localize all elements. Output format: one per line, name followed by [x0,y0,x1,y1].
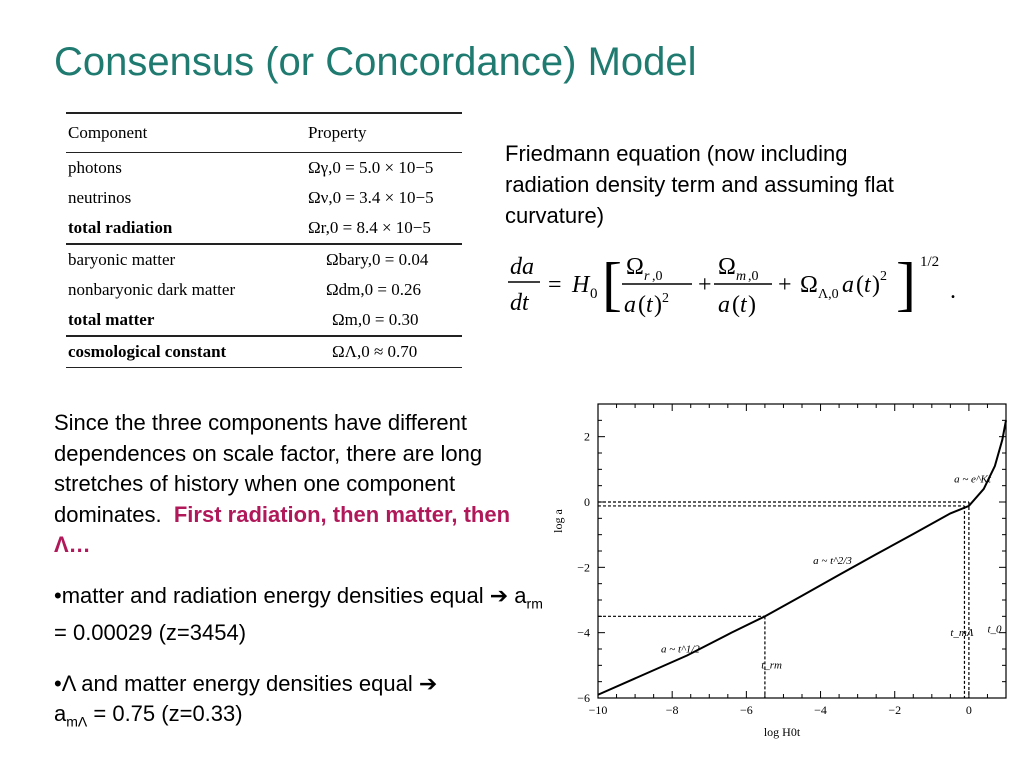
row-component: nonbaryonic dark matter [68,280,236,299]
table-row [66,337,462,367]
row-component: photons [68,158,122,177]
curve-annotation: t_rm [761,659,782,672]
row-component: total matter [68,310,155,329]
paragraph-matter-radiation [54,581,544,649]
svg-text:): ) [872,272,880,298]
svg-text:): ) [748,292,756,318]
row-component: neutrinos [68,188,132,207]
row-component: baryonic matter [68,250,176,269]
components-table [66,112,462,368]
lambda-matter-sub: mΛ [66,713,88,730]
dominance-emphasis: First radiation, then matter, then Λ… [54,501,511,557]
svg-text:+: + [778,272,792,298]
matter-radiation-value: = 0.00029 (z=3454) [54,620,247,646]
row-component: cosmological constant [68,342,227,361]
arrow-right-icon: ➔ [489,582,509,608]
matter-radiation-text: •matter and radiation energy densities equal [54,582,490,608]
svg-text:0: 0 [590,286,598,302]
svg-text:(: ( [638,292,646,318]
svg-text:dt: dt [510,290,529,316]
svg-text:r: r [644,269,650,284]
lambda-matter-text: •Λ and matter energy densities equal [54,670,419,696]
row-component: total radiation [68,218,173,237]
scale-factor-curve [598,420,1006,694]
table-row [66,245,462,275]
svg-text:Ω: Ω [800,272,818,298]
header-property: Property [308,123,367,142]
table-row [66,275,462,305]
svg-text:a: a [718,292,730,318]
svg-text:a: a [624,292,636,318]
svg-text:Ω: Ω [626,254,644,280]
svg-text:]: ] [896,251,916,317]
svg-text:Λ,0: Λ,0 [818,287,839,302]
plot-svg [548,398,1008,748]
svg-text:+: + [698,272,712,298]
x-tick-label: 0 [965,703,972,717]
table-row [66,153,462,183]
row-property: Ωr,0 = 8.4 × 10−5 [308,218,431,237]
y-tick-label: 2 [584,429,590,444]
svg-text:1/2: 1/2 [920,254,940,270]
table-row [66,305,462,335]
row-property: Ωγ,0 = 5.0 × 10−5 [308,158,434,177]
x-tick-label: −4 [814,703,827,717]
slide-title: Consensus (or Concordance) Model [54,40,697,84]
curve-annotation: a ~ t^1/2 [661,643,700,656]
svg-text:[: [ [602,251,622,317]
table-header-row [66,114,462,152]
friedmann-equation-graphic [506,248,966,328]
svg-text:.: . [950,278,956,304]
x-tick-label: −2 [888,703,902,717]
svg-text:=: = [548,272,562,298]
y-tick-label: −4 [577,625,590,640]
svg-text:m: m [736,269,747,284]
matter-radiation-var: a [508,582,527,608]
row-property: Ωm,0 = 0.30 [332,310,419,329]
svg-text:a: a [842,272,854,298]
svg-text:,0: ,0 [748,269,759,284]
friedmann-description: Friedmann equation (now including radiation density term and assuming flat curvature) [505,141,894,228]
curve-annotation: a ~ e^Kt [954,473,991,486]
y-tick-label: 0 [584,495,590,509]
y-axis-label: log a [551,509,565,533]
row-property: ΩΛ,0 ≈ 0.70 [332,342,418,361]
curve-annotation: t_0 [987,623,1002,636]
body-text [54,408,544,757]
curve-annotation: t_mΛ [950,626,974,639]
x-axis-label: log H0t [763,725,801,739]
svg-text:2: 2 [880,269,887,284]
dominance-text: Since the three components have different dependences on scale factor, there are long stretches of history when one component dominates. [54,410,483,527]
svg-text:da: da [510,254,534,280]
svg-text:): ) [654,292,662,318]
x-tick-label: −6 [739,703,753,717]
friedmann-equation [506,248,966,333]
row-property: Ωdm,0 = 0.26 [326,280,421,299]
table-row [66,213,462,243]
table-row [66,183,462,213]
svg-text:t: t [740,292,747,318]
paragraph-dominance [54,408,544,561]
x-tick-label: −10 [588,703,608,717]
svg-text:2: 2 [662,291,669,306]
matter-radiation-sub: rm [526,594,543,611]
row-property: Ων,0 = 3.4 × 10−5 [308,188,434,207]
svg-text:(: ( [856,272,864,298]
table-bottom-rule [66,367,462,368]
svg-text:t: t [864,272,871,298]
curve-annotation: a ~ t^2/3 [813,555,852,568]
row-property: Ωbary,0 = 0.04 [326,250,429,269]
svg-text:,0: ,0 [652,269,663,284]
y-tick-label: −6 [577,691,590,705]
plot-frame [598,404,1006,698]
lambda-matter-value: = 0.75 (z=0.33) [87,701,243,727]
svg-text:(: ( [732,292,740,318]
svg-text:H: H [572,272,590,298]
y-tick-label: −2 [577,560,590,575]
svg-text:Ω: Ω [718,254,736,280]
lambda-matter-var: a [54,701,67,727]
svg-text:t: t [646,292,653,318]
header-component: Component [68,123,148,142]
scale-factor-plot [548,398,1008,753]
x-tick-label: −8 [665,703,679,717]
arrow-right-icon: ➔ [418,670,438,696]
paragraph-lambda-matter [54,669,544,737]
